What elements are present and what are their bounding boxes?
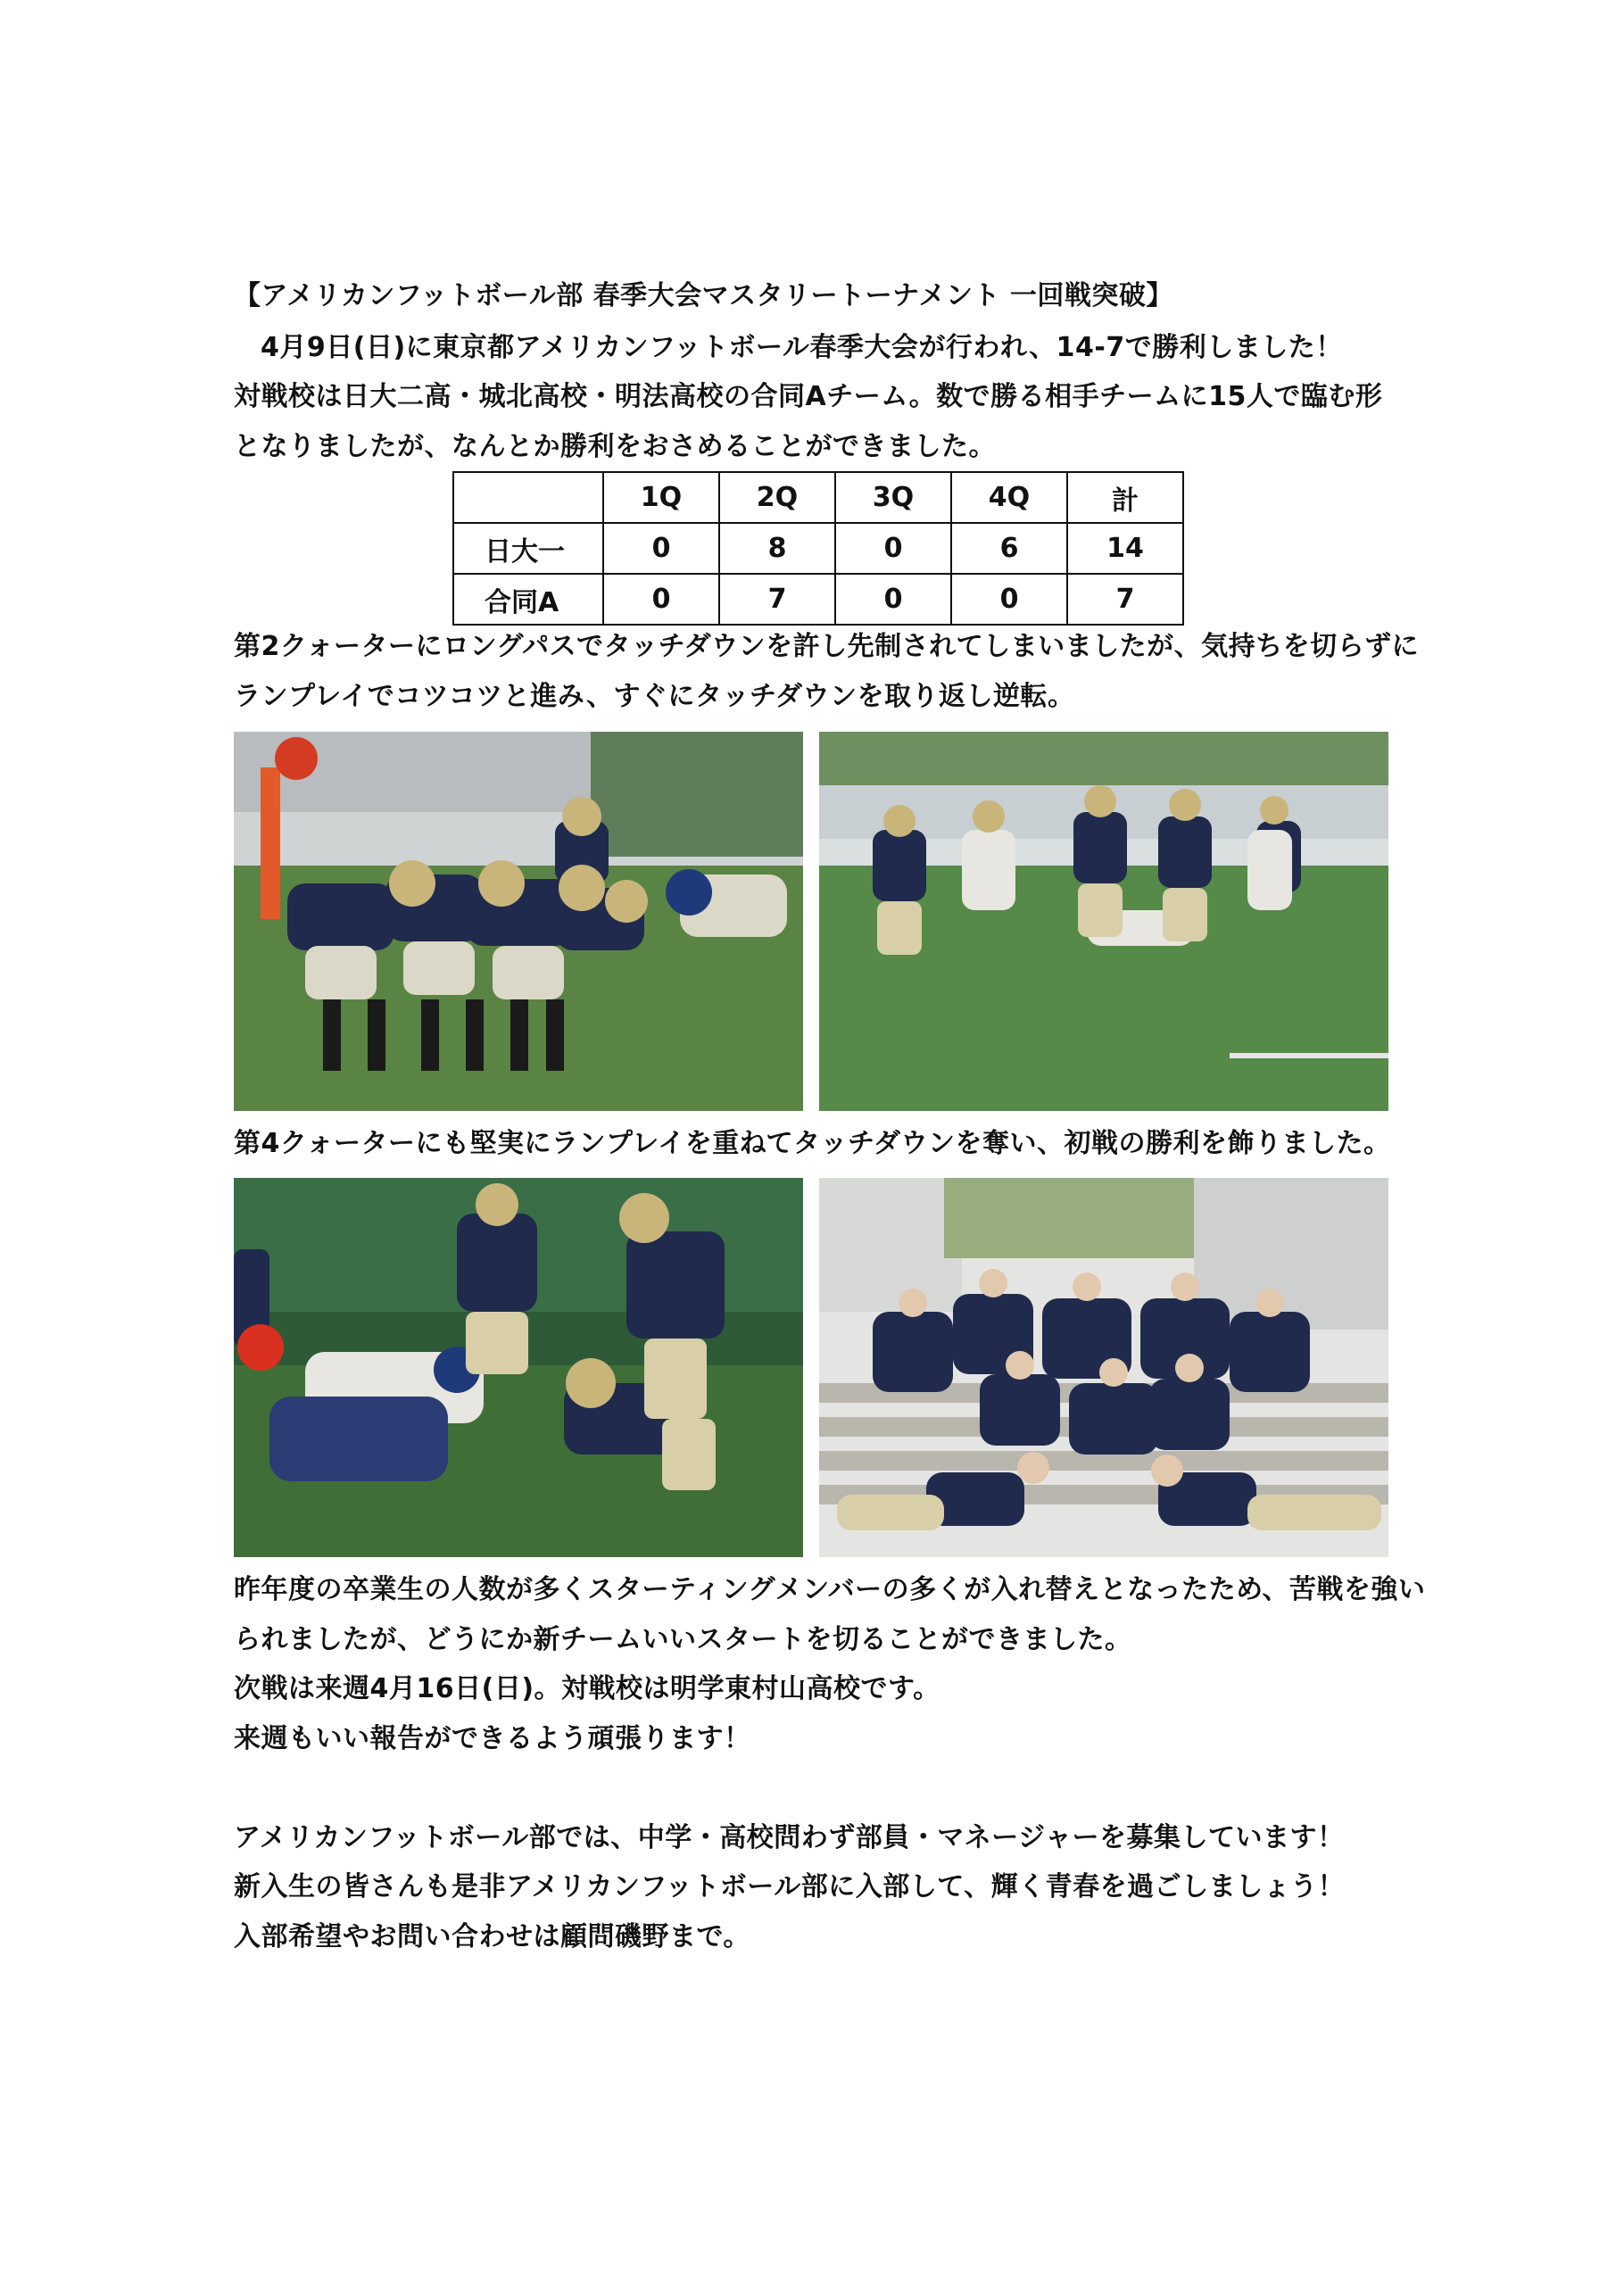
- score-header-3q: 3Q: [835, 472, 951, 523]
- score-cell: 7: [719, 574, 835, 625]
- para4-line-3: 次戦は来週4月16日(日)。対戦校は明学東村山高校です。: [234, 1673, 940, 1704]
- score-cell: 7: [1067, 574, 1183, 625]
- para5-line-1: アメリカンフットボール部では、中学・高校問わず部員・マネージャーを募集しています！: [234, 1822, 1345, 1853]
- score-cell: 0: [835, 574, 951, 625]
- score-row-goudou: [453, 574, 1183, 625]
- score-cell: 0: [603, 523, 719, 574]
- photo-touchdown-celebration: [819, 732, 1388, 1111]
- para5-line-3: 入部希望やお問い合わせは顧問磯野まで。: [234, 1921, 750, 1952]
- photo-lineup-closeup: [234, 1178, 803, 1557]
- score-cell: 0: [951, 574, 1067, 625]
- score-table: [452, 471, 1184, 626]
- para4-line-1: 昨年度の卒業生の人数が多くスターティングメンバーの多くが入れ替えとなったため、苦戦を強い: [234, 1574, 1426, 1605]
- intro-line-3: となりましたが、なんとか勝利をおさめることができました。: [234, 431, 996, 462]
- score-cell: 8: [719, 523, 835, 574]
- score-table-header-row: [453, 472, 1183, 523]
- para2-line-1: 第2クォーターにロングパスでタッチダウンを許し先制されてしまいましたが、気持ちを切らずに: [234, 631, 1420, 662]
- score-header-2q: 2Q: [719, 472, 835, 523]
- score-header-4q: 4Q: [951, 472, 1067, 523]
- para2-line-2: ランプレイでコツコツと進み、すぐにタッチダウンを取り返し逆転。: [234, 681, 1075, 712]
- photo-line-of-scrimmage: [234, 732, 803, 1111]
- score-cell: 14: [1067, 523, 1183, 574]
- score-row-nichidai: [453, 523, 1183, 574]
- score-team-name: 合同A: [453, 574, 603, 625]
- article-title: 【アメリカンフットボール部 春季大会マスタリートーナメント 一回戦突破】: [234, 280, 1173, 311]
- score-header-total: 計: [1067, 472, 1183, 523]
- score-cell: 6: [951, 523, 1067, 574]
- photo-team-group: [819, 1178, 1388, 1557]
- para5-line-2: 新入生の皆さんも是非アメリカンフットボール部に入部して、輝く青春を過ごしましょう！: [234, 1871, 1346, 1902]
- intro-line-2: 対戦校は日大二高・城北高校・明法高校の合同Aチーム。数で勝る相手チームに15人で臨む形: [234, 381, 1383, 412]
- score-team-name: 日大一: [453, 523, 603, 574]
- intro-line-1: 4月9日(日)に東京都アメリカンフットボール春季大会が行われ、14-7で勝利しました！: [261, 332, 1343, 363]
- score-header-blank: [453, 472, 603, 523]
- para4-line-2: られましたが、どうにか新チームいいスタートを切ることができました。: [234, 1624, 1132, 1655]
- para3-line: 第4クォーターにも堅実にランプレイを重ねてタッチダウンを奪い、初戦の勝利を飾りました。: [234, 1128, 1391, 1159]
- score-header-1q: 1Q: [603, 472, 719, 523]
- score-cell: 0: [603, 574, 719, 625]
- score-cell: 0: [835, 523, 951, 574]
- para4-line-4: 来週もいい報告ができるよう頑張ります！: [234, 1723, 751, 1754]
